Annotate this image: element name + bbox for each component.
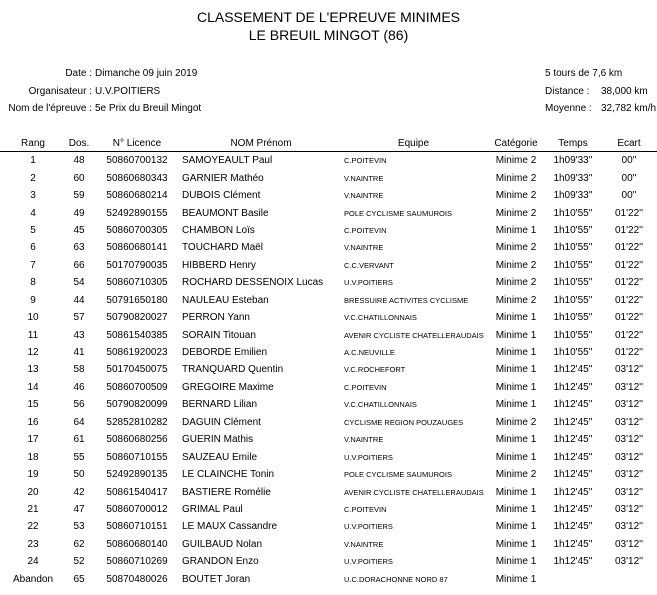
- cell-equipe: U.V.POITIERS: [344, 522, 393, 532]
- cell-equipe: V.C.CHATILLONNAIS: [344, 313, 417, 323]
- cell-dos: 46: [73, 381, 85, 393]
- event-name-value: 5e Prix du Breuil Mingot: [95, 103, 202, 114]
- cell-nom: GREGOIRE Maxime: [182, 381, 274, 393]
- cell-equipe: C.POITEVIN: [344, 156, 387, 166]
- cell-dos: 65: [73, 573, 85, 585]
- col-header-licence: N° Licence: [92, 136, 182, 152]
- table-row: [0, 222, 657, 239]
- cell-rang: 20: [27, 486, 39, 498]
- cell-dos: 56: [73, 399, 85, 411]
- cell-categorie: Minime 1: [495, 521, 537, 533]
- cell-temps: 1h10'55'': [553, 207, 593, 219]
- cell-dos: 42: [73, 486, 85, 498]
- cell-temps: 1h10'55'': [553, 277, 593, 289]
- cell-equipe: C.C.VERVANT: [344, 260, 394, 270]
- cell-rang: 4: [30, 207, 36, 219]
- cell-temps: 1h12'45'': [553, 364, 593, 376]
- cell-temps: 1h10'55'': [553, 329, 593, 341]
- page-subtitle: LE BREUIL MINGOT (86): [248, 27, 409, 43]
- cell-equipe: U.V.POITIERS: [344, 452, 393, 462]
- cell-dos: 43: [73, 329, 85, 341]
- cell-nom: SORAIN Titouan: [182, 329, 256, 341]
- cell-categorie: Minime 2: [495, 242, 537, 254]
- cell-temps: 1h10'55'': [553, 294, 593, 306]
- cell-temps: 1h09'33'': [553, 155, 593, 167]
- cell-dos: 55: [73, 451, 85, 463]
- page-title: CLASSEMENT DE L'EPREUVE MINIMES: [196, 9, 461, 25]
- cell-licence: 50860680343: [106, 172, 168, 184]
- cell-temps: 1h10'55'': [553, 259, 593, 271]
- cell-temps: 1h12'45'': [553, 434, 593, 446]
- cell-rang: 19: [27, 469, 39, 481]
- cell-rang: 1: [30, 155, 36, 167]
- cell-ecart: 03'12'': [615, 399, 643, 411]
- cell-rang: 5: [30, 224, 36, 236]
- cell-ecart: 01'22'': [615, 277, 643, 289]
- cell-temps: [545, 571, 601, 588]
- table-row: [0, 483, 657, 500]
- cell-rang: 6: [30, 242, 36, 254]
- table-row: [0, 571, 657, 588]
- cell-licence: 52852810282: [106, 416, 168, 428]
- cell-categorie: Minime 1: [495, 224, 537, 236]
- cell-licence: 50860700132: [106, 155, 168, 167]
- event-name-label: Nom de l'épreuve :: [8, 103, 92, 114]
- cell-temps: 1h12'45'': [553, 486, 593, 498]
- cell-temps: 1h12'45'': [553, 416, 593, 428]
- cell-rang: 17: [27, 434, 39, 446]
- cell-ecart: 01'22'': [615, 312, 643, 324]
- cell-licence: 50860700012: [106, 503, 168, 515]
- cell-categorie: Minime 2: [495, 277, 537, 289]
- cell-categorie: Minime 1: [495, 538, 537, 550]
- table-row: [0, 361, 657, 378]
- cell-licence: 50790820099: [106, 399, 168, 411]
- cell-categorie: Minime 1: [495, 556, 537, 568]
- cell-categorie: Minime 2: [495, 155, 537, 167]
- cell-ecart: 03'12'': [615, 364, 643, 376]
- cell-dos: 49: [73, 207, 85, 219]
- cell-dos: 66: [73, 259, 85, 271]
- col-header-nom: NOM Prénom: [182, 136, 340, 152]
- cell-ecart: [601, 571, 657, 588]
- cell-categorie: Minime 2: [495, 190, 537, 202]
- table-row: [0, 466, 657, 483]
- cell-temps: 1h12'45'': [553, 556, 593, 568]
- cell-licence: 50870480026: [106, 573, 168, 585]
- cell-equipe: C.POITEVIN: [344, 225, 387, 235]
- cell-ecart: 03'12'': [615, 538, 643, 550]
- table-row: [0, 274, 657, 291]
- cell-rang: 16: [27, 416, 39, 428]
- cell-equipe: C.POITEVIN: [344, 382, 387, 392]
- cell-equipe: V.NAINTRE: [344, 539, 384, 549]
- col-header-ecart: Ecart: [601, 136, 657, 152]
- cell-categorie: Minime 1: [495, 347, 537, 359]
- cell-ecart: 01'22'': [615, 294, 643, 306]
- cell-nom: LE MAUX Cassandre: [182, 521, 278, 533]
- table-row: [0, 257, 657, 274]
- cell-licence: 50860680256: [106, 434, 168, 446]
- cell-licence: 52492890155: [106, 207, 168, 219]
- cell-nom: DEBORDE Emilien: [182, 347, 268, 359]
- cell-temps: 1h10'55'': [553, 224, 593, 236]
- cell-equipe: V.C.ROCHEFORT: [344, 365, 406, 375]
- cell-ecart: 01'22'': [615, 242, 643, 254]
- cell-dos: 45: [73, 224, 85, 236]
- cell-categorie: Minime 2: [495, 259, 537, 271]
- cell-rang: 10: [27, 312, 39, 324]
- cell-equipe: V.NAINTRE: [344, 191, 384, 201]
- distance-value: 38,000 km: [601, 86, 648, 97]
- cell-rang: 22: [27, 521, 39, 533]
- cell-ecart: 03'12'': [615, 556, 643, 568]
- cell-dos: 44: [73, 294, 85, 306]
- cell-equipe: AVENIR CYCLISTE CHATELLERAUDAIS: [344, 330, 484, 340]
- cell-licence: 50170790035: [106, 259, 168, 271]
- distance-label: Distance :: [545, 86, 590, 97]
- cell-dos: 54: [73, 277, 85, 289]
- cell-nom: TRANQUARD Quentin: [182, 364, 284, 376]
- cell-licence: 50860710305: [106, 277, 168, 289]
- date-label: Date :: [65, 68, 92, 79]
- cell-dos: 50: [73, 469, 85, 481]
- col-header-rang: Rang: [0, 136, 66, 152]
- cell-licence: 52492890135: [106, 469, 168, 481]
- cell-temps: 1h12'45'': [553, 469, 593, 481]
- cell-ecart: 00'': [621, 172, 637, 184]
- cell-dos: 60: [73, 172, 85, 184]
- cell-categorie: Minime 2: [495, 172, 537, 184]
- cell-ecart: 03'12'': [615, 416, 643, 428]
- cell-dos: 62: [73, 538, 85, 550]
- table-row: [0, 414, 657, 431]
- cell-nom: DUBOIS Clément: [182, 190, 261, 202]
- cell-nom: GRANDON Enzo: [182, 556, 259, 568]
- cell-ecart: 03'12'': [615, 434, 643, 446]
- cell-temps: 1h12'45'': [553, 503, 593, 515]
- cell-licence: 50860680141: [106, 242, 168, 254]
- cell-rang: Abandon: [12, 573, 54, 585]
- cell-equipe: V.NAINTRE: [344, 435, 384, 445]
- cell-nom: CHAMBON Loïs: [182, 224, 255, 236]
- cell-equipe: V.NAINTRE: [344, 173, 384, 183]
- cell-ecart: 03'12'': [615, 521, 643, 533]
- cell-ecart: 03'12'': [615, 381, 643, 393]
- cell-ecart: 03'12'': [615, 451, 643, 463]
- table-row: [0, 553, 657, 570]
- cell-equipe: U.C.DORACHONNE NORD 87: [344, 574, 448, 584]
- cell-dos: 47: [73, 503, 85, 515]
- cell-nom: BERNARD Lilian: [182, 399, 258, 411]
- cell-nom: BOUTET Joran: [182, 573, 251, 585]
- cell-nom: GUERIN Mathis: [182, 434, 254, 446]
- cell-nom: TOUCHARD Maël: [182, 242, 263, 254]
- cell-licence: 50861540417: [106, 486, 168, 498]
- cell-ecart: 03'12'': [615, 486, 643, 498]
- table-row: [0, 239, 657, 256]
- cell-licence: 50860710155: [106, 451, 168, 463]
- cell-nom: GUILBAUD Nolan: [182, 538, 263, 550]
- cell-ecart: 01'22'': [615, 207, 643, 219]
- cell-rang: 9: [30, 294, 36, 306]
- cell-categorie: Minime 1: [495, 503, 537, 515]
- cell-licence: 50861540385: [106, 329, 168, 341]
- cell-temps: 1h12'45'': [553, 399, 593, 411]
- cell-equipe: CYCLISME REGION POUZAUGES: [344, 417, 464, 427]
- cell-ecart: 00'': [621, 155, 637, 167]
- cell-nom: NAULEAU Esteban: [182, 294, 269, 306]
- cell-licence: 50860700305: [106, 224, 168, 236]
- cell-temps: 1h12'45'': [553, 538, 593, 550]
- cell-licence: 50860680214: [106, 190, 168, 202]
- cell-categorie: Minime 2: [495, 469, 537, 481]
- average-label: Moyenne :: [545, 103, 592, 114]
- cell-categorie: Minime 1: [495, 312, 537, 324]
- cell-categorie: Minime 1: [495, 573, 537, 585]
- date-value: Dimanche 09 juin 2019: [95, 68, 198, 79]
- cell-nom: BASTIERE Romélie: [182, 486, 271, 498]
- cell-licence: 50860710269: [106, 556, 168, 568]
- cell-dos: 63: [73, 242, 85, 254]
- cell-categorie: Minime 1: [495, 381, 537, 393]
- cell-rang: 7: [30, 259, 36, 271]
- cell-rang: 24: [27, 556, 39, 568]
- cell-dos: 64: [73, 416, 85, 428]
- cell-categorie: Minime 1: [495, 364, 537, 376]
- cell-categorie: Minime 2: [495, 207, 537, 219]
- table-row: [0, 518, 657, 535]
- table-row: [0, 379, 657, 396]
- cell-ecart: 01'22'': [615, 329, 643, 341]
- cell-equipe: V.C.CHATILLONNAIS: [344, 400, 417, 410]
- table-row: [0, 169, 657, 186]
- cell-ecart: 01'22'': [615, 224, 643, 236]
- cell-licence: 50791650180: [106, 294, 168, 306]
- cell-equipe: POLE CYCLISME SAUMUROIS: [344, 208, 452, 218]
- organizer-value: U.V.POITIERS: [95, 86, 161, 97]
- table-header-row: [0, 136, 657, 152]
- cell-equipe: U.V.POITIERS: [344, 557, 393, 567]
- cell-temps: 1h09'33'': [553, 172, 593, 184]
- cell-temps: 1h10'55'': [553, 312, 593, 324]
- cell-licence: 50790820027: [106, 312, 168, 324]
- cell-equipe: AVENIR CYCLISTE CHATELLERAUDAIS: [344, 487, 484, 497]
- table-row: [0, 344, 657, 361]
- cell-temps: 1h12'45'': [553, 451, 593, 463]
- cell-nom: SAMOYEAULT Paul: [182, 155, 273, 167]
- table-row: [0, 396, 657, 413]
- cell-categorie: Minime 1: [495, 451, 537, 463]
- cell-equipe: C.POITEVIN: [344, 504, 387, 514]
- cell-categorie: Minime 1: [495, 399, 537, 411]
- table-row: [0, 187, 657, 204]
- table-row: [0, 292, 657, 309]
- cell-temps: 1h10'55'': [553, 242, 593, 254]
- cell-nom: ROCHARD DESSENOIX Lucas: [182, 277, 324, 289]
- results-table: [0, 136, 657, 588]
- cell-rang: 11: [27, 329, 39, 341]
- table-row: [0, 204, 657, 221]
- cell-nom: LE CLAINCHE Tonin: [182, 469, 275, 481]
- table-row: [0, 431, 657, 448]
- cell-categorie: Minime 1: [495, 329, 537, 341]
- cell-licence: 50860700509: [106, 381, 168, 393]
- table-row: [0, 152, 657, 170]
- cell-equipe: BRESSUIRE ACTIVITES CYCLISME: [344, 295, 469, 305]
- table-row: [0, 448, 657, 465]
- col-header-dos: Dos.: [66, 136, 92, 152]
- table-row: [0, 326, 657, 343]
- cell-rang: 13: [27, 364, 39, 376]
- cell-ecart: 03'12'': [615, 503, 643, 515]
- cell-equipe: POLE CYCLISME SAUMUROIS: [344, 470, 452, 480]
- cell-rang: 8: [30, 277, 36, 289]
- cell-temps: 1h10'55'': [553, 347, 593, 359]
- cell-categorie: Minime 1: [495, 486, 537, 498]
- cell-dos: 57: [73, 312, 85, 324]
- cell-temps: 1h12'45'': [553, 521, 593, 533]
- cell-rang: 21: [27, 503, 39, 515]
- cell-dos: 48: [73, 155, 85, 167]
- cell-rang: 3: [30, 190, 36, 202]
- cell-dos: 58: [73, 364, 85, 376]
- cell-ecart: 03'12'': [615, 469, 643, 481]
- table-row: [0, 309, 657, 326]
- organizer-label: Organisateur :: [28, 86, 92, 97]
- col-header-temps: Temps: [545, 136, 601, 152]
- cell-equipe: V.NAINTRE: [344, 243, 384, 253]
- cell-rang: 18: [27, 451, 39, 463]
- cell-dos: 52: [73, 556, 85, 568]
- cell-categorie: Minime 2: [495, 416, 537, 428]
- cell-dos: 61: [73, 434, 85, 446]
- cell-nom: GARNIER Mathéo: [182, 172, 264, 184]
- cell-nom: DAGUIN Clément: [182, 416, 261, 428]
- cell-dos: 53: [73, 521, 85, 533]
- cell-dos: 59: [73, 190, 85, 202]
- cell-nom: HIBBERD Henry: [182, 259, 256, 271]
- cell-temps: 1h09'33'': [553, 190, 593, 202]
- average-value: 32,782 km/h: [601, 103, 657, 114]
- cell-temps: 1h12'45'': [553, 381, 593, 393]
- cell-rang: 15: [27, 399, 39, 411]
- cell-ecart: 01'22'': [615, 347, 643, 359]
- cell-licence: 50860710151: [106, 521, 168, 533]
- cell-licence: 50170450075: [106, 364, 168, 376]
- cell-dos: 41: [73, 347, 85, 359]
- cell-categorie: Minime 2: [495, 294, 537, 306]
- cell-licence: 50861920023: [106, 347, 168, 359]
- cell-ecart: 00'': [621, 190, 637, 202]
- table-row: [0, 501, 657, 518]
- cell-rang: 23: [27, 538, 39, 550]
- cell-equipe: U.V.POITIERS: [344, 278, 393, 288]
- cell-nom: GRIMAL Paul: [182, 503, 243, 515]
- cell-rang: 14: [27, 381, 39, 393]
- cell-ecart: 01'22'': [615, 259, 643, 271]
- cell-categorie: Minime 1: [495, 434, 537, 446]
- laps-info: 5 tours de 7,6 km: [545, 68, 623, 79]
- col-header-categorie: Catégorie: [487, 136, 545, 152]
- cell-equipe: A.C.NEUVILLE: [344, 348, 395, 358]
- cell-rang: 12: [27, 347, 39, 359]
- cell-licence: 50860680140: [106, 538, 168, 550]
- cell-nom: PERRON Yann: [182, 312, 250, 324]
- table-row: [0, 536, 657, 553]
- cell-nom: SAUZEAU Emile: [182, 451, 258, 463]
- cell-rang: 2: [30, 172, 36, 184]
- cell-nom: BEAUMONT Basile: [182, 207, 269, 219]
- col-header-equipe: Equipe: [340, 136, 487, 152]
